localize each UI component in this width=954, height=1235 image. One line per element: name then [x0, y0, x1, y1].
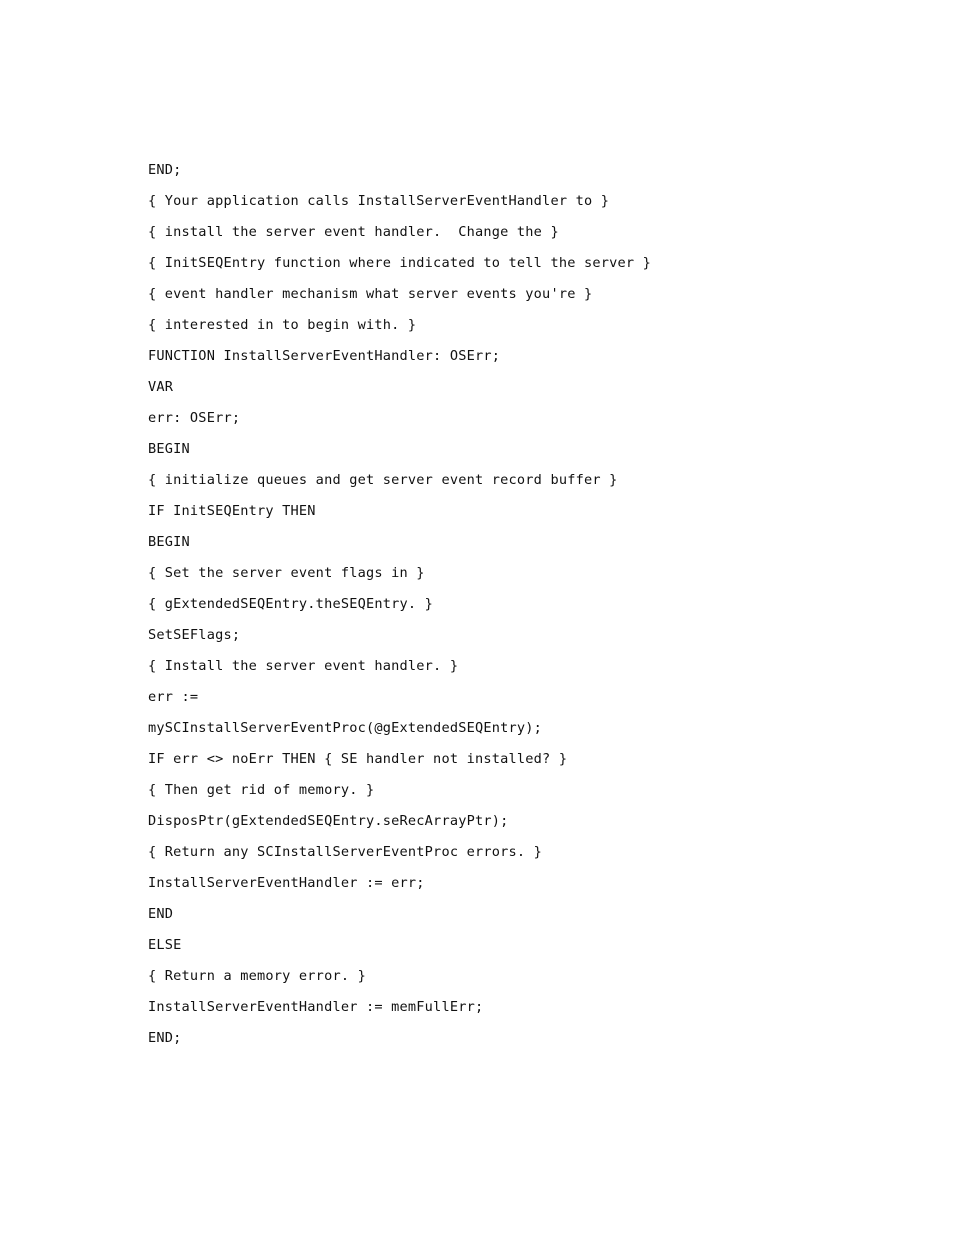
- code-line: ELSE: [148, 937, 182, 953]
- code-line: BEGIN: [148, 441, 190, 457]
- code-line: END;: [148, 1030, 182, 1046]
- code-listing: [148, 155, 908, 1054]
- code-line: { install the server event handler. Change the }: [148, 224, 559, 240]
- code-line: { Return any SCInstallServerEventProc errors. }: [148, 844, 543, 860]
- code-line: { Your application calls InstallServerEventHandler to }: [148, 193, 610, 209]
- code-line: VAR: [148, 379, 174, 395]
- code-line: mySCInstallServerEventProc(@gExtendedSEQEntry);: [148, 720, 543, 736]
- code-line: IF InitSEQEntry THEN: [148, 503, 316, 519]
- code-line: { Set the server event flags in }: [148, 565, 425, 581]
- code-line: DisposPtr(gExtendedSEQEntry.seRecArrayPtr);: [148, 813, 509, 829]
- code-line: InstallServerEventHandler := memFullErr;: [148, 999, 484, 1015]
- code-line: err :=: [148, 689, 199, 705]
- code-line: { event handler mechanism what server events you're }: [148, 286, 593, 302]
- code-line: { Return a memory error. }: [148, 968, 366, 984]
- code-line: { Install the server event handler. }: [148, 658, 459, 674]
- code-line: InstallServerEventHandler := err;: [148, 875, 425, 891]
- code-line: SetSEFlags;: [148, 627, 241, 643]
- code-line: { Then get rid of memory. }: [148, 782, 375, 798]
- code-line: END;: [148, 162, 182, 178]
- code-line: END: [148, 906, 174, 922]
- code-line: err: OSErr;: [148, 410, 241, 426]
- code-line: { gExtendedSEQEntry.theSEQEntry. }: [148, 596, 434, 612]
- code-line: { interested in to begin with. }: [148, 317, 417, 333]
- code-line: { initialize queues and get server event record buffer }: [148, 472, 618, 488]
- code-line: FUNCTION InstallServerEventHandler: OSErr;: [148, 348, 501, 364]
- code-line: IF err <> noErr THEN { SE handler not installed? }: [148, 751, 568, 767]
- code-line: BEGIN: [148, 534, 190, 550]
- code-line: { InitSEQEntry function where indicated to tell the server }: [148, 255, 652, 271]
